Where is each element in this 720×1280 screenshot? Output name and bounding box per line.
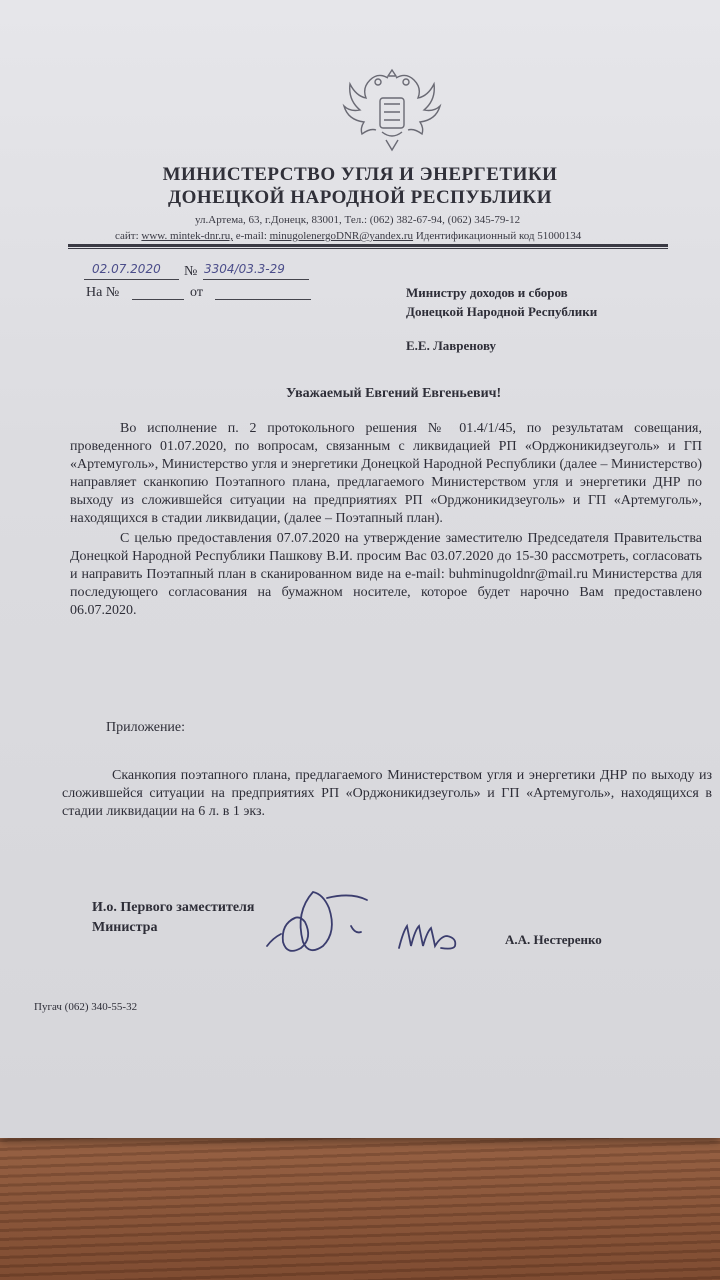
addressee-line2: Донецкой Народной Республики [406,304,598,319]
coat-of-arms-icon [338,60,446,160]
outgoing-number: 3304/03.3-29 [204,262,285,276]
letter-body [70,420,702,620]
ministry-title-line1: МИНИСТЕРСТВО УГЛЯ И ЭНЕРГЕТИКИ [162,164,558,185]
id-code: Идентификационный код 51000134 [415,230,582,242]
ministry-contacts [115,230,581,242]
addressee-name: Е.Е. Лавренову [406,338,497,353]
ministry-title-line2: ДОНЕЦКОЙ НАРОДНОЙ РЕСПУБЛИКИ [168,187,552,208]
in-reply-line [132,299,184,300]
signatory-name: А.А. Нестеренко [505,932,602,947]
executor-contact: Пугач (062) 340-55-32 [34,1001,138,1013]
table-surface [0,1130,720,1280]
number-line [203,279,309,280]
attachment-label: Приложение: [106,720,186,735]
attachment-text: Сканкопия поэтапного плана, предлагаемого Министерством угля и энергетики ДНР по выходу из сложившейся ситуации на предприятиях РП «Орджоникидзеуголь» и ГП «Артемуголь», находящихся в стадии ликвидации на 6 л. в 1 экз. [62,768,712,819]
signatory-position-line1: И.о. Первого заместителя [92,900,255,915]
signatory-position-line2: Министра [92,920,158,935]
handwritten-signature [255,878,485,968]
from-label: от [190,285,203,300]
attachment-block [62,767,712,821]
outgoing-date: 02.07.2020 [92,262,161,276]
body-paragraph-1: Во исполнение п. 2 протокольного решения № 01.4/1/45, по результатам совещания, проведенного 01.07.2020, по вопросам, связанным с ликвидацией РП «Орджоникидзеуголь» и ГП «Артемуголь», Министерство угля и энергетики Донецкой Народной Республики (далее – Министерство) направляет сканкопию Поэтапного плана, предлагаемого Министерством угля и энергетики ДНР по выходу из сложившейся ситуации на предприятиях РП «Орджоникидзеуголь» и ГП «Артемуголь», находящихся в стадии ликвидации, (далее – Поэтапный план). [70,421,702,526]
ministry-address: ул.Артема, 63, г.Донецк, 83001, Тел.: (062) 382-67-94, (062) 345-79-12 [195,214,521,226]
in-reply-label: На № [86,285,120,300]
letterhead-rule [68,244,668,249]
salutation: Уважаемый Евгений Евгеньевич! [286,386,502,401]
email-link[interactable]: minugolenergoDNR@yandex.ru [269,230,414,242]
addressee-line1: Министру доходов и сборов [406,285,568,300]
from-line [215,299,311,300]
date-line [84,279,179,280]
email-label: e-mail: [235,230,267,242]
number-label: № [184,264,198,279]
body-paragraph-2: С целью предоставления 07.07.2020 на утверждение заместителю Председателя Правительства Донецкой Народной Республики Пашкову В.И. просим Вас 03.07.2020 до 15-30 рассмотреть, согласовать и направить Поэтапный план в сканированном виде на e-mail: buhminugoldnr@mail.ru Министерства для последующего согласования на бумажном носителе, которое будет нарочно Вам предоставлено 06.07.2020. [70,531,702,618]
site-link[interactable]: www. mintek-dnr.ru, [141,230,233,242]
site-label: сайт: [115,230,139,242]
